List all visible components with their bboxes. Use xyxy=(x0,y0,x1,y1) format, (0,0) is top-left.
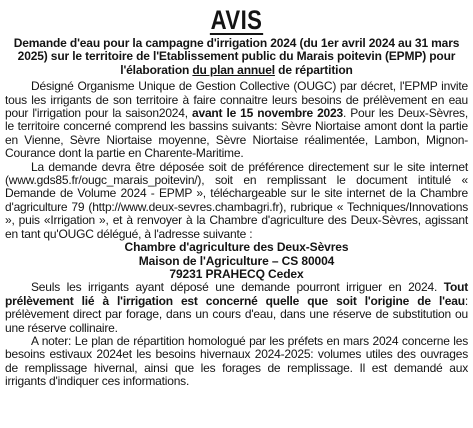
notice-heading xyxy=(5,37,468,77)
para2-text: La demande devra être déposée soit de préférence directement sur le site internet (www.gds85.fr/ougc_marais_poitevin/), soit en remplissant le document intitulé « Demande de Volume 2024 - EPMP », téléchargeable sur le site internet de la Chambre d'agriculture 79 (http://www.deux-sevres.chambagri.fr), rubrique « Techniques/Innovations », puis «Irrigation », et à renvoyer à la Chambre d'agriculture des Deux-Sèvres, agissant en tant qu'OUGC délégué, à l'adresse suivante : xyxy=(5,159,468,241)
para3-text-b: : prélèvement direct par forage, dans un cours d'eau, dans une réserve de substitution ou une réserve collinaire. xyxy=(5,293,468,335)
heading-part1: Demande d'eau pour la campagne d'irrigation 2024 (du 1er avril 2024 au 31 mars 2025) sur le territoire de l'Etablissement public du Marais poitevin (EPMP) pour l'élaboration xyxy=(13,36,460,77)
para4-text: A noter: Le plan de répartition homologué par les préfets en mars 2024 concerne les besoins estivaux 2024et les besoins hivernaux 2024-2025: volumes utiles des ouvrages de remplissage hivernal, ainsi que les forages de remplissage. Il est demandé aux irrigants d'indiquer ces informations. xyxy=(5,333,468,389)
para1-text-b: . Pour les Deux-Sèvres, le territoire concerné comprend les bassins suivants: Sèvre Niortaise amont dont la partie en Vienne, Sèvre Niortaise moyenne, Sèvre Niortaise réalimentée, Lambon, Mignon-Courance dont la partie en Charente-Maritime. xyxy=(5,106,468,161)
notice-title xyxy=(5,4,468,34)
address-line-2: Maison de l'Agriculture – CS 80004 xyxy=(138,253,335,268)
address-line-3: 79231 PRAHECQ Cedex xyxy=(169,266,304,281)
heading-underlined: du plan annuel xyxy=(192,62,275,77)
paragraph-submission xyxy=(5,161,468,241)
postal-address xyxy=(5,241,468,281)
para1-deadline: avant le 15 novembre 2023 xyxy=(192,106,343,121)
heading-part2: de répartition xyxy=(274,62,353,77)
paragraph-eligibility xyxy=(5,281,468,335)
para3-emphasis: Tout prélèvement lié à l'irrigation est concerné quelle que soit l'origine de l'eau xyxy=(5,280,468,308)
notice-title-text: AVIS xyxy=(210,5,263,35)
address-line-1: Chambre d'agriculture des Deux-Sèvres xyxy=(124,240,349,255)
paragraph-note xyxy=(5,335,468,389)
para1-text-a: Désigné Organisme Unique de Gestion Collective (OUGC) par décret, l'EPMP invite tous les irrigants de son territoire à faire connaitre leurs besoins de prélèvement en eau pour l'irrigation pour la saison2024, xyxy=(5,79,468,121)
paragraph-intro xyxy=(5,80,468,160)
para3-text-a: Seuls les irrigants ayant déposé une demande pourront irriguer en 2024. xyxy=(31,280,444,295)
